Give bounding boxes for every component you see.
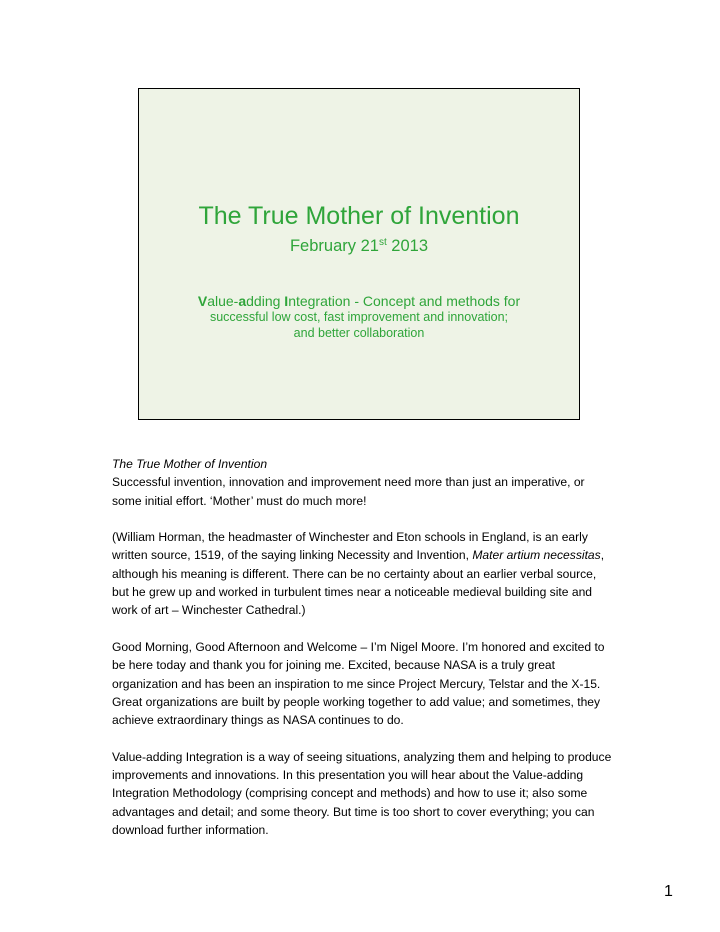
slide-title: The True Mother of Invention: [198, 202, 520, 230]
notes-heading: The True Mother of Invention: [112, 457, 268, 471]
subtitle-text-dding: dding: [246, 293, 285, 309]
slide-thumbnail: [138, 88, 580, 420]
slide-subtitle: [169, 293, 549, 341]
subtitle-text-alue: alue-: [207, 293, 239, 309]
slide-date-year: 2013: [386, 237, 429, 255]
slide-subtitle-line-3: and better collaboration: [293, 326, 425, 340]
notes-paragraph-2-after: , although his meaning is different. There can be no certainty about an earlier verbal source, but he grew up and worked in turbulent times near a noticeable medieval building site and work of art – Winchester Cathedral.): [112, 548, 605, 618]
subtitle-text-rest: - Concept and methods for: [350, 293, 521, 309]
page-number: 1: [664, 883, 673, 900]
subtitle-initial-a: a: [238, 293, 247, 309]
slide-date-text: February 21: [289, 237, 379, 255]
notes-paragraph-1-text: Successful invention, innovation and improvement need more than just an imperative, or some initial effort. ‘Mother’ must do much more!: [112, 475, 585, 508]
subtitle-initial-i: I: [284, 293, 289, 309]
slide-date: [139, 235, 579, 257]
notes-paragraph-3: Good Morning, Good Afternoon and Welcome – I’m Nigel Moore. I’m honored and excited to be here today and thank you for joining me. Excited, because NASA is a truly great organization and has been an inspiration to me since Project Mercury, Telstar and the X-15. Great organizations are built by people working together to add value; and sometimes, they achieve extraordinary things as NASA continues to do.: [112, 639, 605, 728]
subtitle-text-ntegration: ntegration: [288, 293, 351, 309]
subtitle-initial-v: V: [197, 293, 208, 309]
slide-subtitle-line-2: successful low cost, fast improvement and innovation;: [209, 310, 509, 324]
slide-date-superscript: st: [378, 237, 387, 248]
notes-paragraph-2: [112, 528, 612, 619]
notes-paragraph-4: Value-adding Integration is a way of seeing situations, analyzing them and helping to produce improvements and innovations. In this presentation you will hear about the Value-adding Integration Methodology (comprising concept and methods) and how to use it; also some advantages and detail; and some theory. But time is too short to cover everything; you can download further information.: [112, 749, 612, 837]
speaker-notes: [112, 455, 612, 839]
notes-latin-phrase: Mater artium necessitas: [472, 548, 601, 563]
notes-paragraph-1: [112, 455, 612, 510]
notes-paragraph-2-before: (William Horman, the headmaster of Winchester and Eton schools in England, is an early written source, 1519, of the saying linking Necessity and Invention,: [112, 530, 588, 563]
slide-subtitle-line-1: [169, 293, 549, 309]
